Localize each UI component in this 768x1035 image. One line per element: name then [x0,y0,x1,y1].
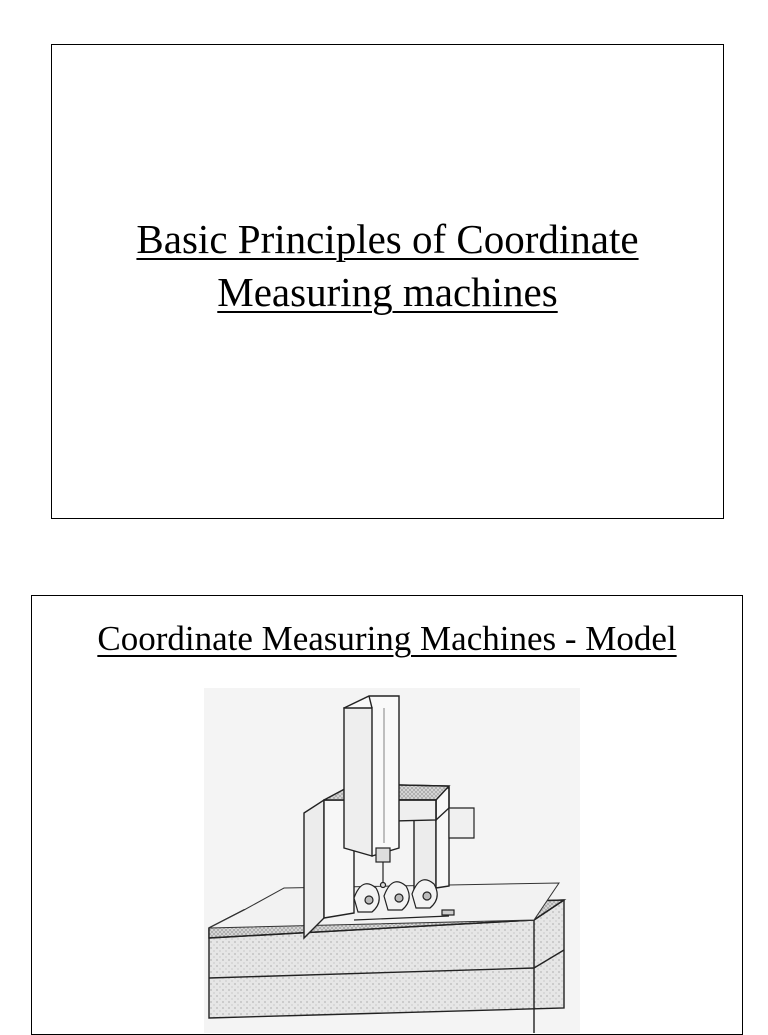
title-line-1: Basic Principles of Coordinate [136,216,639,262]
title-line-2: Measuring machines [217,269,558,315]
slide-heading [32,618,742,660]
slide-title [52,213,723,319]
heading-text: Coordinate Measuring Machines - Model [97,619,677,658]
model-slide [31,595,743,1035]
z-axis-ram [344,696,399,856]
title-slide [51,44,724,519]
cmm-machine-sketch [204,688,580,1033]
bridge-side-ledge [449,808,474,838]
